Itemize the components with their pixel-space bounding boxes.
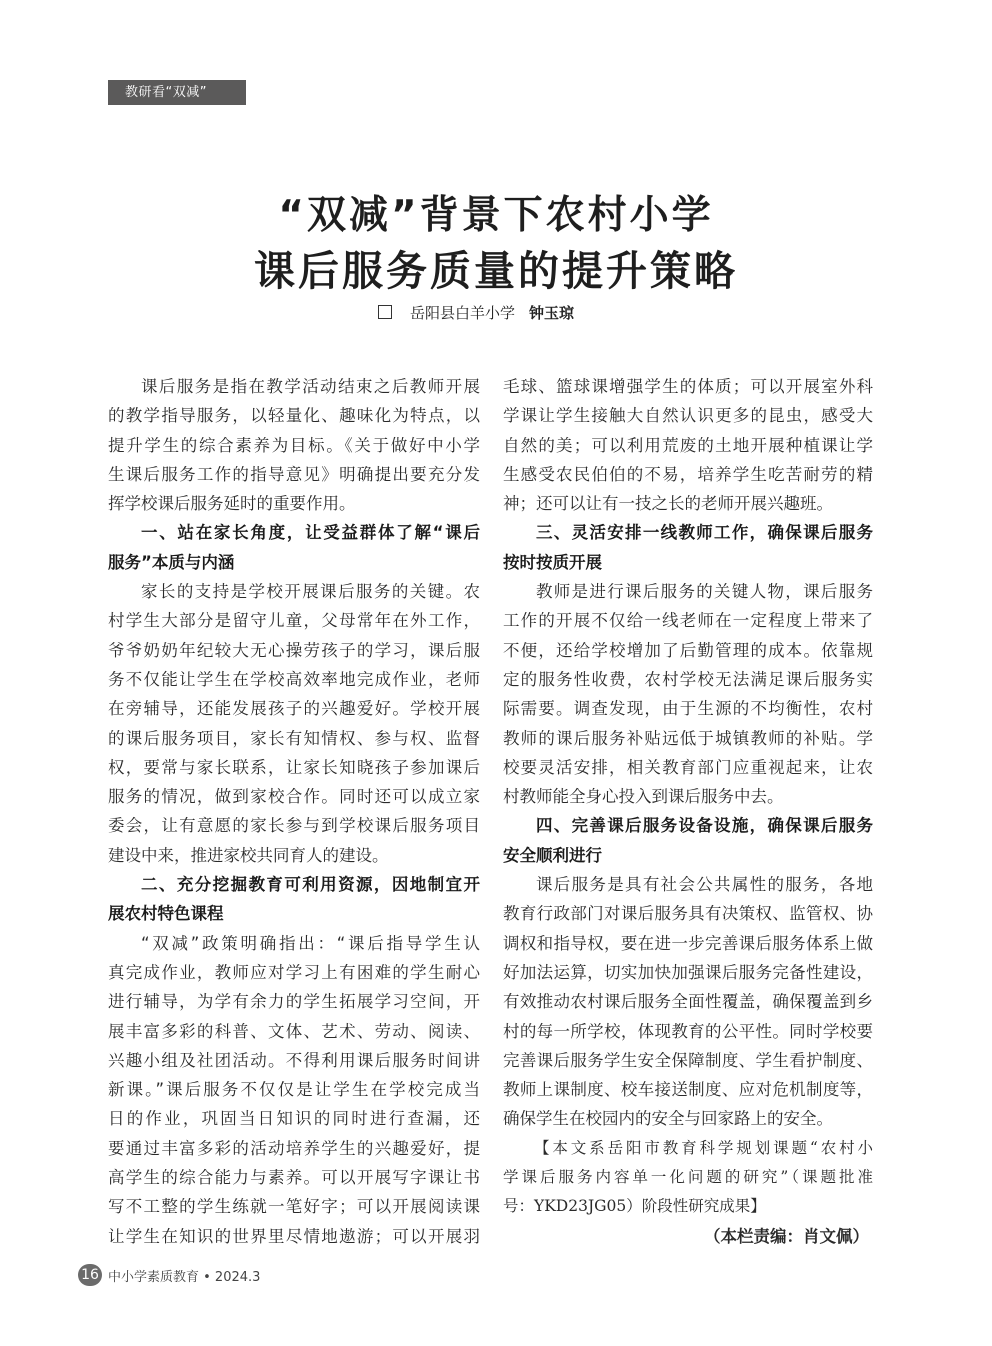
text-line: 二、充分挖掘教育可利用资源，因地制宜开 bbox=[141, 875, 480, 895]
left-column bbox=[108, 372, 480, 1251]
text-line: 的课后服务项目，家长有知情权、参与权、监督 bbox=[108, 728, 480, 748]
paragraph bbox=[503, 870, 873, 1134]
section-heading bbox=[108, 870, 480, 929]
text-line: 课后服务是指在教学活动结束之后教师开展 bbox=[141, 377, 480, 396]
text-line: 家长的支持是学校开展课后服务的关键。农 bbox=[141, 582, 480, 602]
byline bbox=[378, 302, 574, 323]
square-bullet-icon bbox=[378, 305, 392, 319]
text-line: 神；还可以让有一技之长的老师开展兴趣班。 bbox=[503, 494, 833, 514]
text-line: 四、完善课后服务设备设施，确保课后服务 bbox=[536, 816, 873, 836]
text-line: 爷爷奶奶年纪较大无心操劳孩子的学习，课后服 bbox=[108, 640, 480, 660]
text-line: 教师上课制度、校车接送制度、应对危机制度等， bbox=[503, 1080, 873, 1100]
text-line: 学课后服务内容单一化问题的研究”（课题批准 bbox=[503, 1168, 873, 1187]
text-line: 建设中来，推进家校共同育人的建设。 bbox=[108, 845, 389, 865]
paragraph bbox=[503, 372, 873, 518]
paragraph bbox=[503, 577, 873, 811]
text-line: 的教学指导服务，以轻量化、趣味化为特点，以 bbox=[108, 406, 480, 426]
text-line: 兴趣小组及社团活动。不得利用课后服务时间讲 bbox=[108, 1050, 480, 1070]
text-line: 不便，还给学校增加了后勤管理的成本。依靠规 bbox=[503, 640, 873, 660]
text-line: 务不仅能让学生在学校高效率地完成作业，老师 bbox=[108, 669, 480, 689]
citation-note bbox=[503, 1134, 873, 1222]
page-number: 16 bbox=[78, 1264, 102, 1286]
text-line: 展丰富多彩的科普、文体、艺术、劳动、阅读、 bbox=[108, 1021, 480, 1041]
text-line: 展农村特色课程 bbox=[108, 904, 224, 924]
text-line: 要通过丰富多彩的活动培养学生的兴趣爱好，提 bbox=[108, 1138, 480, 1158]
text-line: 生感受农民伯伯的不易，培养学生吃苦耐劳的精 bbox=[503, 464, 873, 484]
text-line: 日的作业，巩固当日知识的同时进行查漏，还 bbox=[108, 1109, 480, 1129]
text-line: 号：YKD23JG05）阶段性研究成果】 bbox=[503, 1197, 766, 1216]
section-heading bbox=[503, 518, 873, 577]
text-line: 完善课后服务学生安全保障制度、学生看护制度、 bbox=[503, 1050, 873, 1070]
journal-name: 中小学素质教育 • 2024.3 bbox=[108, 1269, 261, 1285]
text-line: 服务的情况，做到家校合作。同时还可以成立家 bbox=[108, 787, 480, 807]
text-line: 安全顺利进行 bbox=[503, 845, 602, 865]
text-line: 村教师能全身心投入到课后服务中去。 bbox=[503, 787, 784, 807]
author-name: 钟玉琼 bbox=[529, 304, 575, 322]
section-tag: 教研看“双减” bbox=[108, 80, 246, 105]
paragraph bbox=[108, 577, 480, 870]
text-line: 村的每一所学校，体现教育的公平性。同时学校要 bbox=[503, 1021, 873, 1041]
text-line: 教师的课后服务补贴远低于城镇教师的补贴。学 bbox=[503, 728, 873, 748]
paragraph bbox=[108, 372, 480, 518]
text-line: 三、灵活安排一线教师工作，确保课后服务 bbox=[536, 523, 873, 543]
section-heading bbox=[503, 811, 873, 870]
text-line: 进行辅导，为学有余力的学生拓展学习空间，开 bbox=[108, 992, 480, 1012]
text-line: 高学生的综合能力与素养。可以开展写字课让书 bbox=[108, 1168, 480, 1188]
text-line: 挥学校课后服务延时的重要作用。 bbox=[108, 494, 356, 514]
text-line: 在旁辅导，还能发展孩子的兴趣爱好。学校开展 bbox=[108, 699, 480, 719]
text-line: 调权和指导权，要在进一步完善课后服务体系上做 bbox=[503, 933, 873, 953]
text-line: 按时按质开展 bbox=[503, 552, 602, 572]
text-line: 有效推动农村课后服务全面性覆盖，确保覆盖到乡 bbox=[503, 992, 873, 1012]
paragraph bbox=[108, 929, 480, 1251]
article-title-line-2: 课后服务质量的提升策略 bbox=[254, 247, 738, 295]
text-line: 课后服务是具有社会公共属性的服务，各地 bbox=[536, 875, 873, 895]
text-line: 权，要常与家长联系，让家长知晓孩子参加课后 bbox=[108, 757, 480, 777]
text-line: 工作的开展不仅给一线老师在一定程度上带来了 bbox=[503, 611, 873, 631]
text-line: 好加法运算，切实加快加强课后服务完备性建设， bbox=[503, 962, 873, 982]
article-title-line-1: “双减”背景下农村小学 bbox=[278, 193, 714, 238]
text-line: 学课让学生接触大自然认识更多的昆虫，感受大 bbox=[503, 406, 873, 426]
text-line: 定的服务性收费，农村学校无法满足课后服务实 bbox=[503, 669, 873, 689]
author-school: 岳阳县白羊小学 bbox=[410, 304, 516, 322]
text-line: 确保学生在校园内的安全与回家路上的安全。 bbox=[503, 1109, 833, 1129]
text-line: 写不工整的学生练就一笔好字；可以开展阅读课 bbox=[108, 1197, 480, 1217]
text-line: （本栏责编：肖文佩） bbox=[704, 1226, 869, 1246]
text-line: 一、站在家长角度，让受益群体了解“课后 bbox=[141, 523, 480, 543]
text-line: 真完成作业，教师应对学习上有困难的学生耐心 bbox=[108, 962, 480, 982]
section-heading bbox=[108, 518, 480, 577]
text-line: 毛球、篮球课增强学生的体质；可以开展室外科 bbox=[503, 377, 873, 396]
text-line: 教师是进行课后服务的关键人物，课后服务 bbox=[536, 582, 873, 602]
text-line: 生课后服务工作的指导意见》明确提出要充分发 bbox=[108, 464, 480, 484]
text-line: 际需要。调查发现，由于生源的不均衡性，农村 bbox=[503, 699, 873, 719]
text-line: 校要灵活安排，相关教育部门应重视起来，让农 bbox=[503, 757, 873, 777]
text-line: 【本文系岳阳市教育科学规划课题“农村小 bbox=[534, 1138, 873, 1157]
text-line: 村学生大部分是留守儿童，父母常年在外工作， bbox=[108, 611, 480, 631]
text-line: 让学生在知识的世界里尽情地遨游；可以开展羽 bbox=[108, 1226, 480, 1246]
text-line: 委会，让有意愿的家长参与到学校课后服务项目 bbox=[108, 816, 480, 836]
page-footer bbox=[78, 1264, 260, 1286]
right-column bbox=[503, 372, 873, 1251]
text-line: 新课。”课后服务不仅仅是让学生在学校完成当 bbox=[108, 1080, 480, 1100]
text-line: 提升学生的综合素养为目标。《关于做好中小学 bbox=[108, 435, 480, 455]
text-line: 服务”本质与内涵 bbox=[108, 552, 235, 572]
text-line: “双减”政策明确指出：“课后指导学生认 bbox=[141, 933, 480, 953]
text-line: 教育行政部门对课后服务具有决策权、监管权、协 bbox=[503, 904, 873, 924]
text-line: 自然的美；可以利用荒废的土地开展种植课让学 bbox=[503, 435, 873, 455]
editor-credit bbox=[503, 1222, 873, 1251]
